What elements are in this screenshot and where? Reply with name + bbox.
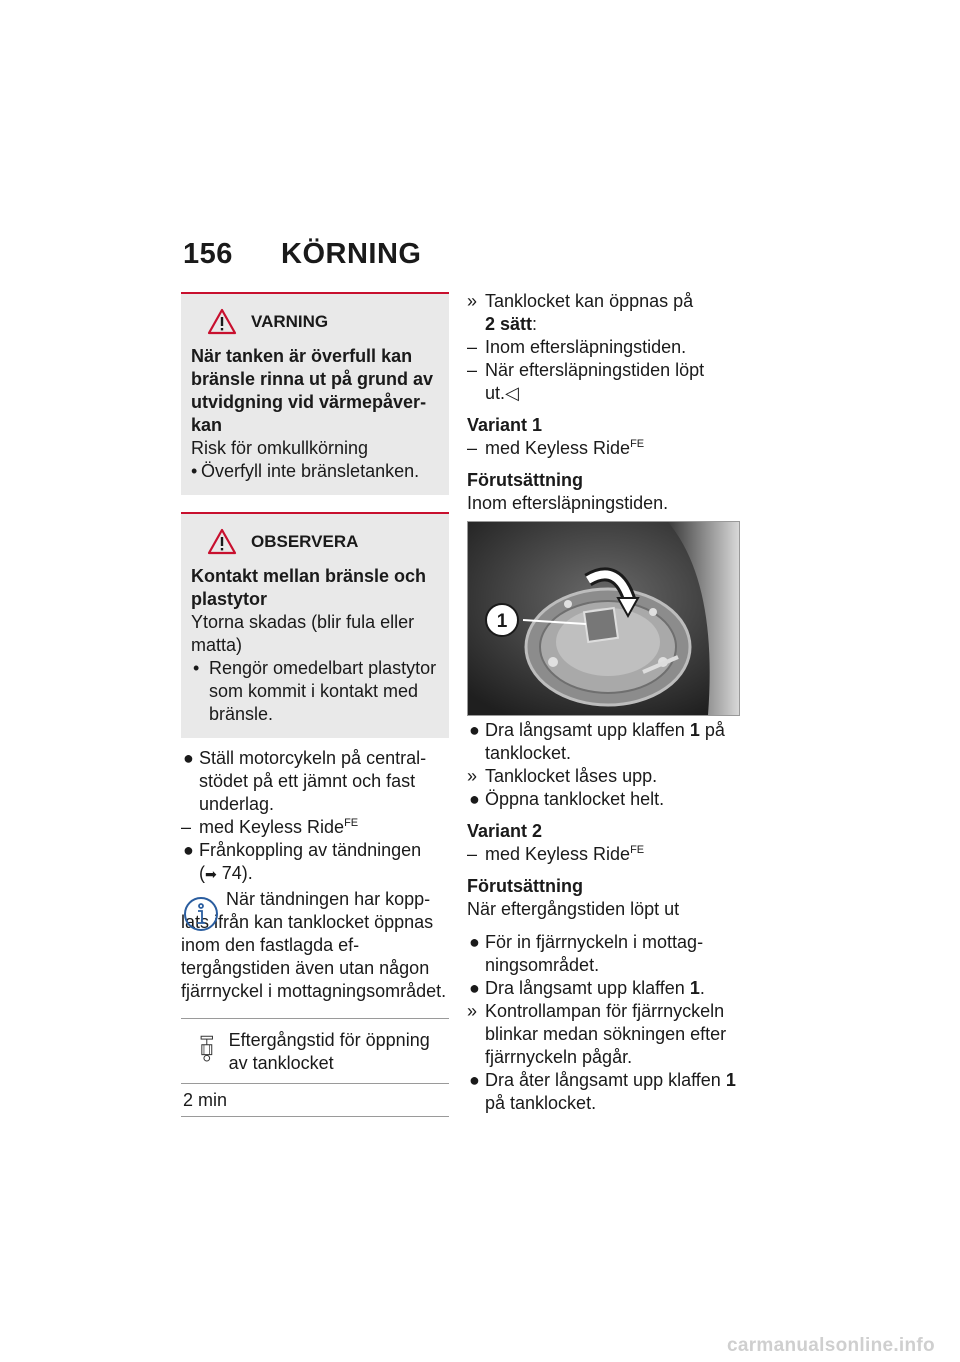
v2-step-1-text: För in fjärrnyckeln i mottagningsområdet.: [485, 932, 704, 975]
way-1: – Inom eftersläpningstiden.: [467, 337, 687, 357]
variant-1-title: Variant 1: [467, 415, 543, 435]
v1-step-2-text: Öppna tanklocket helt.: [485, 789, 665, 809]
way-2: – När eftersläpningstiden löpt ut.◁: [467, 360, 705, 403]
fuel-cap-illustration: [468, 522, 739, 715]
pressure-gauge-icon: [199, 1029, 215, 1069]
left-column: [181, 292, 449, 1117]
step-ignition-off-text: Frånkoppling av tändningen: [199, 840, 422, 860]
intro-ways-bold: 2 sätt: [485, 314, 533, 334]
step-park-text: Ställ motorcykeln på centralstödet på ett jämnt och fast underlag.: [199, 748, 427, 814]
warning-label: VARNING: [251, 312, 329, 331]
spec-table: [181, 1018, 449, 1117]
fuel-cap-photo: [467, 521, 740, 716]
v1-step-1-callout: 1: [689, 720, 700, 740]
condition-keyless: – med Keyless Ride$^{FE}$: [181, 817, 359, 837]
fe-superscript: FE: [630, 438, 645, 450]
right-column-bottom: [467, 719, 739, 1115]
v2-step-2: ● Dra långsamt upp klaffen 1.: [469, 978, 705, 998]
v2-step-3-text-end: på tanklocket.: [485, 1093, 597, 1113]
warning-risk: Risk för omkullkörning: [191, 438, 369, 458]
v2-step-3-text: Dra åter långsamt upp klaffen: [485, 1070, 721, 1090]
info-note: [181, 888, 449, 1003]
notice-bullet: • Rengör omedelbart plastytor som kommit i kontakt med bränsle.: [193, 658, 437, 724]
v2-result-1: » Kontrollampan för fjärrnyckeln blinkar medan sökningen efter fjärrnyckeln pågår.: [467, 1001, 727, 1067]
notice-title: [207, 528, 439, 555]
v2-step-3-callout: 1: [725, 1070, 736, 1090]
variant-1-prereq-text: Inom eftersläpningstiden.: [467, 493, 669, 513]
variant-1-condition: – med Keyless Ride$^{FE}$: [467, 438, 645, 458]
left-steps: [181, 747, 449, 1003]
variant-2-prereq-title: Förutsättning: [467, 876, 583, 896]
caution-triangle-icon: [207, 528, 237, 555]
end-mark: ◁: [505, 383, 519, 403]
v1-step-1: ● Dra långsamt upp klaffen 1 på tanklocket.: [469, 720, 725, 763]
page-number: 156: [183, 238, 233, 270]
v2-step-2-period: .: [699, 978, 705, 998]
variant-2-condition: – med Keyless Ride$^{FE}$: [467, 844, 645, 864]
variant-2-condition-text: med Keyless Ride: [485, 844, 631, 864]
notice-bullet-text: Rengör omedelbart plastytor som kommit i kontakt med bränsle.: [209, 658, 437, 724]
notice-risk: Ytorna skadas (blir fula eller matta): [191, 612, 415, 655]
notice-label: OBSERVERA: [251, 532, 359, 551]
notice-heading: Kontakt mellan bränsle och plastytor: [191, 566, 427, 609]
v1-result-1-text: Tanklocket låses upp.: [485, 766, 658, 786]
fe-superscript: FE: [630, 844, 645, 856]
page-reference[interactable]: (➡ 74).: [199, 863, 253, 883]
way-2-text: När eftersläpningstiden löpt ut.: [485, 360, 705, 403]
right-column-top: [467, 290, 739, 515]
warning-heading: När tanken är överfull kan bränsle rinna ut på grund av utvidgning vid värmepåverkan: [191, 346, 434, 435]
v2-step-2-callout: 1: [689, 978, 700, 998]
warning-bullet-text: Överfyll inte bränsletanken.: [201, 461, 420, 481]
notice-box: [181, 512, 449, 738]
intro-ways: [467, 313, 739, 336]
page-reference-text: 74).: [221, 863, 253, 883]
fe-superscript: FE: [344, 817, 359, 829]
intro-colon: :: [532, 314, 538, 334]
variant-2-prereq-text: När eftergångstiden löpt ut: [467, 899, 680, 919]
v2-step-2-text: Dra långsamt upp klaffen: [485, 978, 685, 998]
v2-result-1-text: Kontrollampan för fjärrnyckeln blinkar medan sökningen efter fjärrnyckeln pågår.: [485, 1001, 727, 1067]
info-icon: [183, 896, 219, 932]
variant-1-condition-text: med Keyless Ride: [485, 438, 631, 458]
warning-box: [181, 292, 449, 495]
warning-bullet: • Överfyll inte bränsletanken.: [191, 461, 420, 481]
spec-value: 2 min: [183, 1090, 228, 1110]
info-text: När tändningen har kopplats ifrån kan tanklocket öppnas inom den fastlagda eftergångstiden även utan någon fjärrnyckel i mottagningsområdet.: [181, 889, 447, 1001]
v1-step-1-text: Dra långsamt upp klaffen: [485, 720, 685, 740]
variant-1-prereq-title: Förutsättning: [467, 470, 583, 490]
warning-title: [207, 308, 439, 335]
spec-table-header: [181, 1019, 449, 1084]
warning-triangle-icon: [207, 308, 237, 335]
result-intro: » Tanklocket kan öppnas på: [467, 291, 694, 311]
v2-step-1: ● För in fjärrnyckeln i mottagningsområdet.: [469, 932, 704, 975]
v2-step-3: ● Dra åter långsamt upp klaffen 1 på tanklocket.: [469, 1070, 736, 1113]
reference-arrow-icon: ➡: [205, 866, 217, 882]
step-park: ● Ställ motorcykeln på centralstödet på ett jämnt och fast underlag.: [183, 748, 427, 814]
intro-text: Tanklocket kan öppnas på: [485, 291, 694, 311]
v1-step-1-text-end: på tanklocket.: [485, 720, 725, 763]
variant-2-title: Variant 2: [467, 821, 543, 841]
v1-result-1: » Tanklocket låses upp.: [467, 766, 658, 786]
spec-label: Eftergångstid för öppning av tanklocket: [228, 1030, 430, 1073]
page-title: KÖRNING: [281, 238, 422, 270]
page-header: [183, 238, 421, 271]
watermark: carmanualsonline.info: [727, 1335, 935, 1356]
step-ignition-off: ● Frånkoppling av tändningen: [183, 840, 422, 860]
condition-keyless-text: med Keyless Ride: [199, 817, 345, 837]
v1-step-2: ● Öppna tanklocket helt.: [469, 789, 665, 809]
photo-callout-label: 1: [496, 611, 508, 632]
way-1-text: Inom eftersläpningstiden.: [485, 337, 687, 357]
